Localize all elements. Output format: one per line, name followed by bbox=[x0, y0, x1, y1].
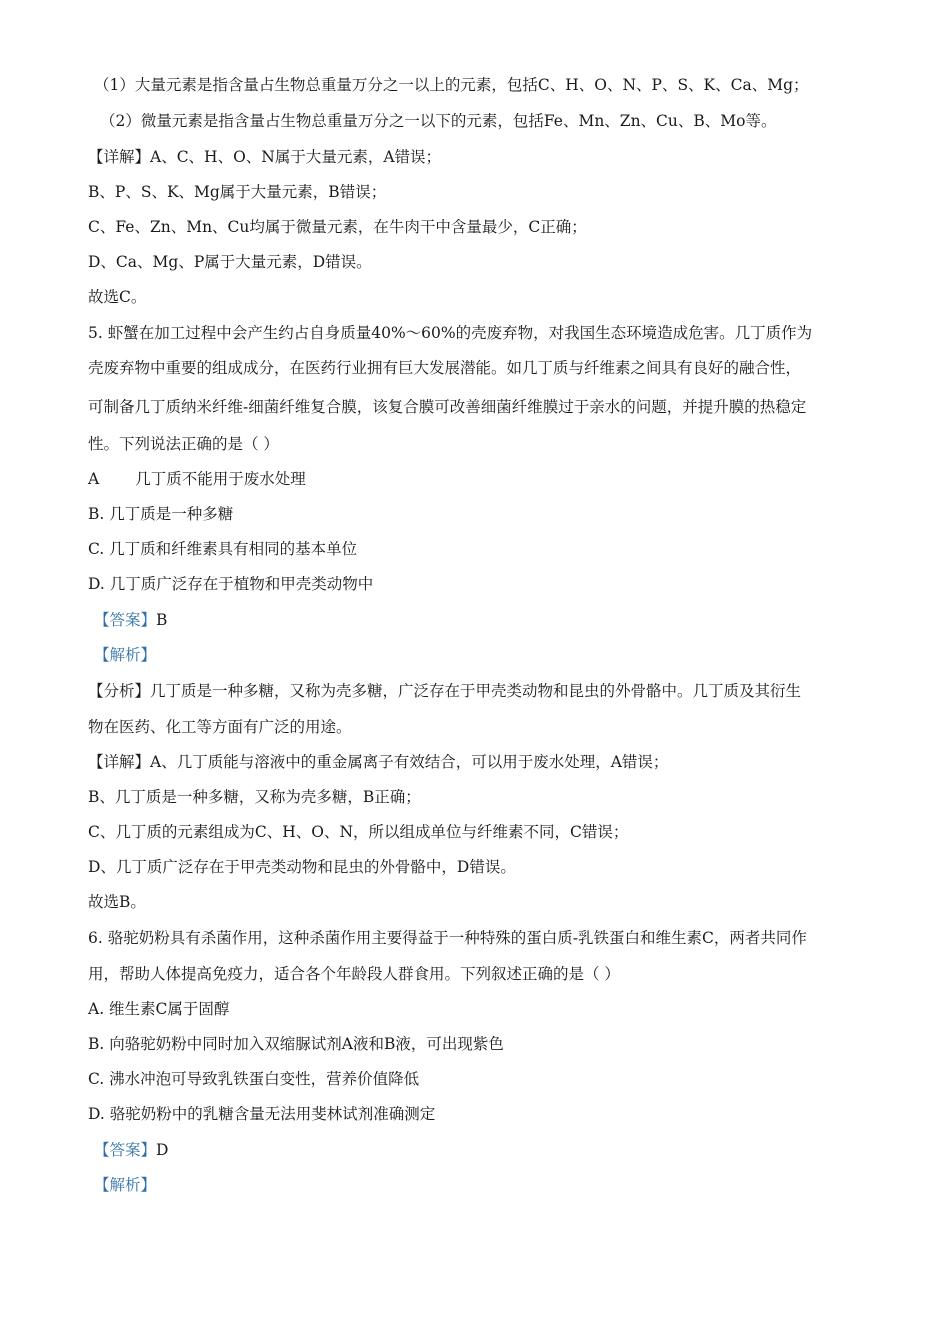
answer-value: B bbox=[156, 611, 168, 629]
text-line: （2）微量元素是指含量占生物总重量万分之一以下的元素，包括Fe、Mn、Zn、Cu、B、Mo等。 bbox=[100, 112, 777, 130]
answer-line bbox=[94, 609, 874, 631]
option-b: B. 向骆驼奶粉中同时加入双缩脲试剂A液和B液，可出现紫色 bbox=[88, 1035, 504, 1053]
question-stem-line: 壳废弃物中重要的组成成分，在医药行业拥有巨大发展潜能。如几丁质与纤维素之间具有良好的融合性， bbox=[88, 359, 802, 377]
text-line: D、Ca、Mg、P属于大量元素，D错误。 bbox=[88, 253, 372, 271]
detail-line: 故选B。 bbox=[88, 893, 146, 911]
analysis-label: 【解析】 bbox=[94, 646, 157, 664]
analysis-line: 【分析】几丁质是一种多糖，又称为壳多糖，广泛存在于甲壳类动物和昆虫的外骨骼中。几丁质及其衍生 bbox=[88, 682, 802, 700]
detail-line: B、几丁质是一种多糖，又称为壳多糖，B正确； bbox=[88, 788, 421, 806]
option-d: D. 几丁质广泛存在于植物和甲壳类动物中 bbox=[88, 575, 374, 593]
question-stem-line: 可制备几丁质纳米纤维-细菌纤维复合膜，该复合膜可改善细菌纤维膜过于亲水的问题，并提升膜的热稳定 bbox=[88, 398, 807, 416]
answer-value: D bbox=[156, 1141, 169, 1159]
detail-line: D、几丁质广泛存在于甲壳类动物和昆虫的外骨骼中，D错误。 bbox=[88, 858, 516, 876]
answer-label: 【答案】 bbox=[94, 1141, 157, 1159]
answer-label: 【答案】 bbox=[94, 611, 157, 629]
question-stem-line: 6. 骆驼奶粉具有杀菌作用，这种杀菌作用主要得益于一种特殊的蛋白质-乳铁蛋白和维生素C，两者共同作 bbox=[88, 929, 807, 947]
text-line: 故选C。 bbox=[88, 288, 147, 306]
option-b: B. 几丁质是一种多糖 bbox=[88, 505, 234, 523]
option-letter: A bbox=[88, 470, 100, 488]
detail-line: C、几丁质的元素组成为C、H、O、N，所以组成单位与纤维素不同，C错误； bbox=[88, 823, 629, 841]
analysis-label: 【解析】 bbox=[94, 1176, 157, 1194]
analysis-line: 物在医药、化工等方面有广泛的用途。 bbox=[88, 718, 352, 736]
option-text: 几丁质不能用于废水处理 bbox=[135, 470, 306, 488]
option-a: A. 维生素C属于固醇 bbox=[88, 1000, 230, 1018]
option-c: C. 沸水冲泡可导致乳铁蛋白变性，营养价值降低 bbox=[88, 1070, 420, 1088]
option-c: C. 几丁质和纤维素具有相同的基本单位 bbox=[88, 540, 358, 558]
answer-line bbox=[94, 1139, 874, 1161]
text-line: 【详解】A、C、H、O、N属于大量元素，A错误； bbox=[88, 148, 442, 166]
text-line: （1）大量元素是指含量占生物总重量万分之一以上的元素，包括C、H、O、N、P、S、K、Ca、Mg； bbox=[94, 76, 809, 94]
option-a bbox=[88, 468, 868, 490]
text-line: B、P、S、K、Mg属于大量元素，B错误； bbox=[88, 183, 387, 201]
text-line: C、Fe、Zn、Mn、Cu均属于微量元素，在牛肉干中含量最少，C正确； bbox=[88, 218, 587, 236]
question-stem-line: 性。下列说法正确的是（ ） bbox=[88, 435, 279, 453]
question-stem-line: 用，帮助人体提高免疫力，适合各个年龄段人群食用。下列叙述正确的是（ ） bbox=[88, 965, 620, 983]
question-stem-line: 5. 虾蟹在加工过程中会产生约占自身质量40%～60%的壳废弃物，对我国生态环境造成危害。几丁质作为 bbox=[88, 324, 813, 342]
detail-line: 【详解】A、几丁质能与溶液中的重金属离子有效结合，可以用于废水处理，A错误； bbox=[88, 753, 669, 771]
option-d: D. 骆驼奶粉中的乳糖含量无法用斐林试剂准确测定 bbox=[88, 1105, 436, 1123]
